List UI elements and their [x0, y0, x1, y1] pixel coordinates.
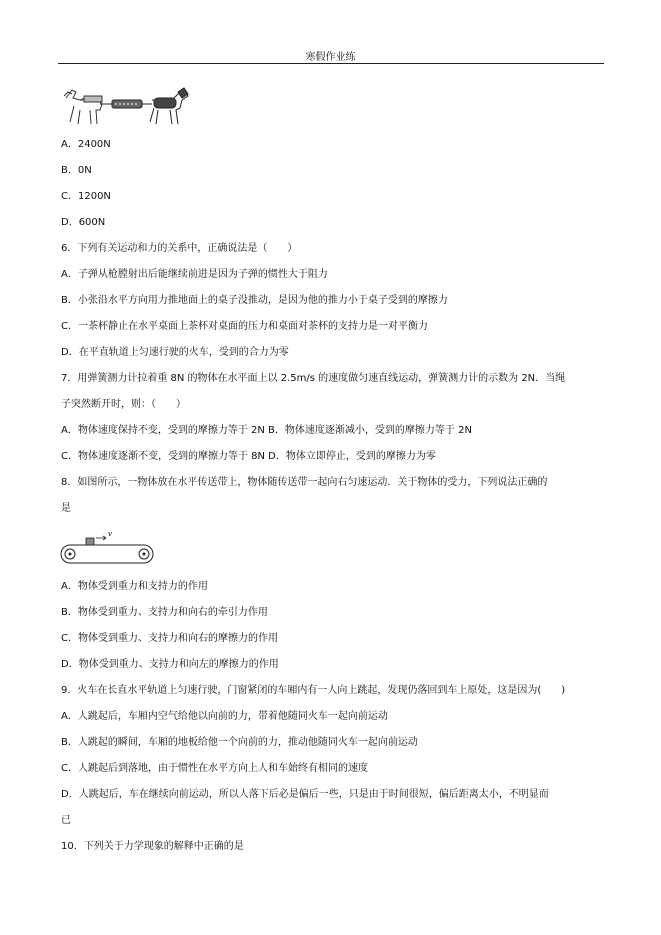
q7-stem-line2: 子突然断开时，则：（ ）: [61, 399, 186, 410]
velocity-arrow-icon: [96, 536, 106, 540]
q6-option-b: B．小张沿水平方向用力推地面上的桌子没推动，是因为他的推力小于桌子受到的摩擦力: [61, 295, 448, 306]
q9-stem: 9．火车在长直水平轨道上匀速行驶，门窗紧闭的车厢内有一人向上跳起，发现仍落回到车上原处，这是因为( ): [61, 685, 566, 696]
q8-stem-line2: 是: [61, 503, 71, 514]
q6-option-a: A．子弹从枪膛射出后能继续前进是因为子弹的惯性大于阻力: [61, 269, 328, 280]
spring-scale-icon: [100, 100, 152, 108]
q7-options-line2: C．物体速度逐渐不变，受到的摩擦力等于 8N D．物体立即停止，受到的摩擦力为零: [61, 451, 436, 462]
q9-option-c: C．人跳起后到落地，由于惯性在水平方向上人和车始终有相同的速度: [61, 763, 368, 774]
q7-options-line1: A．物体速度保持不变，受到的摩擦力等于 2N B．物体速度逐渐减小，受到的摩擦力等于 2N: [61, 425, 472, 436]
q5-option-d: D．600N: [61, 217, 106, 228]
q9-option-d-line1: D．人跳起后，车在继续向前运动，所以人落下后必是偏后一些，只是由于时间很短，偏后距离太小，不明显而: [61, 789, 549, 800]
conveyor-belt-figure: [60, 530, 156, 566]
q8-option-d: D．物体受到重力、支持力和向左的摩擦力的作用: [61, 659, 279, 670]
q8-option-a: A．物体受到重力和支持力的作用: [61, 581, 208, 592]
right-horse-icon: [150, 88, 188, 124]
q10-stem: 10．下列关于力学现象的解释中正确的是: [61, 841, 244, 852]
q9-option-d-line2: 已: [61, 815, 71, 826]
horses-tug-figure: [60, 84, 192, 128]
velocity-label: v: [108, 530, 112, 538]
q8-option-b: B．物体受到重力、支持力和向右的牵引力作用: [61, 607, 268, 618]
q8-stem-line1: 8．如图所示，一物体放在水平传送带上，物体随传送带一起向右匀速运动．关于物体的受力，下列说法正确的: [61, 477, 548, 488]
q9-option-a: A．人跳起后，车厢内空气给他以向前的力，带着他随同火车一起向前运动: [61, 711, 388, 722]
q5-option-b: B．0N: [61, 165, 92, 176]
page-header: 寒假作业练: [305, 52, 356, 63]
q5-option-c: C．1200N: [61, 191, 111, 202]
q6-option-c: C．一茶杯静止在水平桌面上茶杯对桌面的压力和桌面对茶杯的支持力是一对平衡力: [61, 321, 428, 332]
q6-option-d: D．在平直轨道上匀速行驶的火车，受到的合力为零: [61, 347, 289, 358]
left-horse-icon: [64, 90, 102, 124]
q6-stem: 6．下列有关运动和力的关系中，正确说法是（ ）: [61, 243, 298, 254]
q7-stem-line1: 7．用弹簧测力计拉着重 8N 的物体在水平面上以 2.5m/s 的速度做匀速直线运动，弹簧测力计的示数为 2N．当绳: [61, 373, 566, 384]
header-rule: [58, 63, 604, 64]
block-icon: [86, 538, 94, 545]
q8-option-c: C．物体受到重力、支持力和向右的摩擦力的作用: [61, 633, 278, 644]
q5-option-a: A．2400N: [61, 139, 111, 150]
q9-option-b: B．人跳起的瞬间，车厢的地板给他一个向前的力，推动他随同火车一起向前运动: [61, 737, 418, 748]
